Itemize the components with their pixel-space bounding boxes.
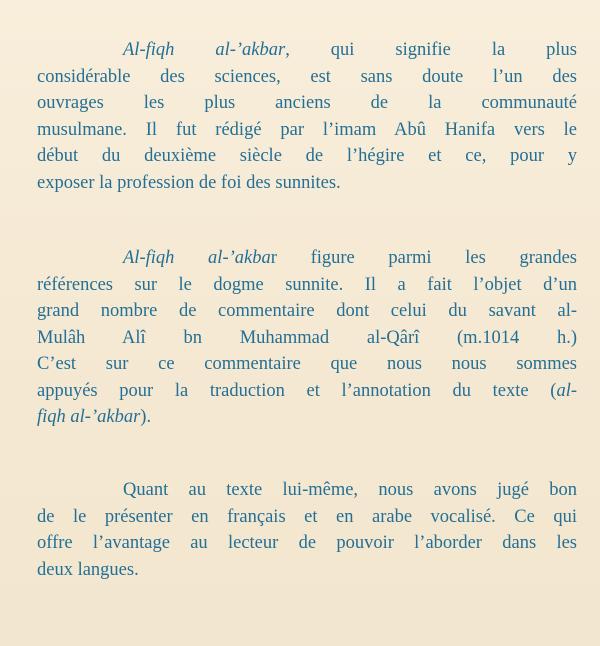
text-run: références sur le dogme sunnite. Il a fait l’objet d’un	[37, 274, 577, 295]
text-line	[37, 530, 577, 557]
text-run: musulmane. Il fut rédigé par l’imam Abû Hanifa vers le	[37, 119, 577, 140]
text-line	[37, 504, 577, 531]
text-line	[37, 298, 577, 325]
text-line	[37, 378, 577, 405]
text-line	[37, 90, 577, 117]
text-run: appuyés pour la traduction et l’annotation du texte (	[37, 380, 557, 401]
text-run: ouvrages les plus anciens de la communauté	[37, 93, 577, 113]
text-line	[37, 557, 577, 584]
title-italic: al-	[556, 380, 577, 401]
text-line	[37, 143, 577, 170]
text-line	[37, 351, 577, 378]
text-run: , qui signifie la plus	[285, 40, 577, 60]
text-run: début du deuxième siècle de l’hégire et ce, pour y	[37, 146, 577, 166]
paragraph-3	[37, 477, 577, 583]
text-line	[37, 117, 577, 144]
text-line	[37, 245, 577, 272]
text-run: grand nombre de commentaire dont celui du savant al-	[37, 301, 577, 321]
text-run: C’est sur ce commentaire que nous nous sommes	[37, 354, 577, 374]
text-run: de le présenter en français et en arabe vocalisé. Ce qui	[37, 506, 577, 527]
text-run: Mulâh Alî bn Muhammad al-Qârî (m.1014 h.)	[37, 327, 577, 348]
text-line	[37, 477, 577, 504]
paragraph-1	[37, 37, 577, 196]
text-line	[37, 404, 577, 431]
title-italic: Al-fiqh al-’akbar	[123, 40, 286, 60]
paragraph-2	[37, 245, 577, 431]
text-run: Quant au texte lui-même, nous avons jugé bon	[123, 480, 577, 500]
text-run: offre l’avantage au lecteur de pouvoir l’aborder dans les	[37, 533, 577, 553]
text-run: ).	[140, 407, 152, 427]
title-italic: Al-fiqh al-’akba	[123, 248, 271, 268]
text-run: r figure parmi les grandes	[270, 248, 577, 268]
text-run: considérable des sciences, est sans doute l’un des	[37, 66, 577, 87]
text-line	[37, 64, 577, 91]
text-line	[37, 37, 577, 64]
text-line	[37, 272, 577, 299]
text-line	[37, 170, 577, 197]
title-italic: fiqh al-’akbar	[37, 407, 141, 427]
text-line	[37, 325, 577, 352]
text-run: exposer la profession de foi des sunnites.	[37, 172, 341, 193]
text-run: deux langues.	[37, 559, 139, 580]
